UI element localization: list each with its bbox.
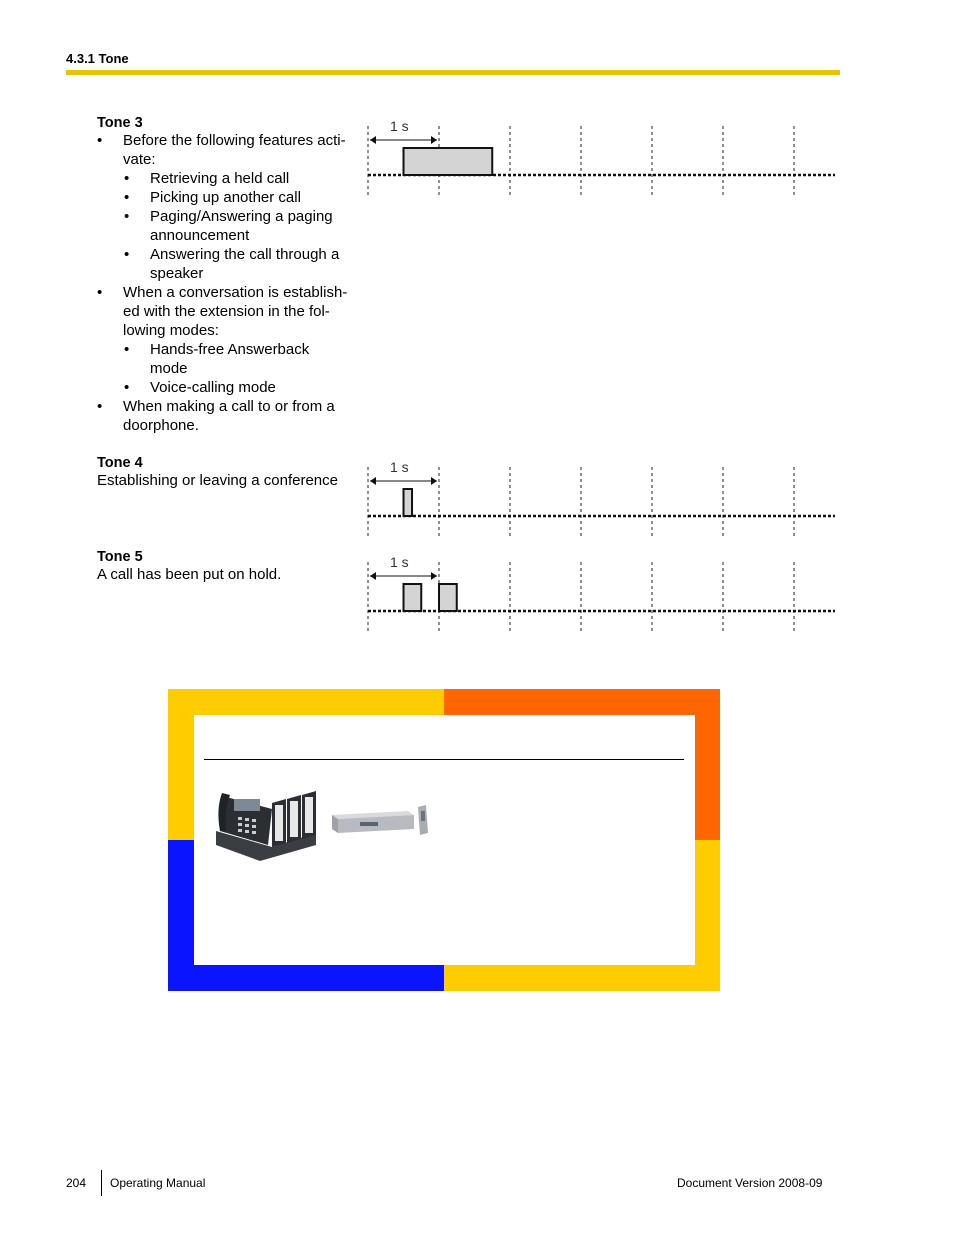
ad-inner-panel bbox=[194, 715, 695, 965]
feature-item bbox=[97, 188, 362, 207]
feature-item bbox=[97, 245, 362, 283]
tone-pulse bbox=[404, 489, 413, 516]
arrow-head-left-icon bbox=[370, 136, 376, 144]
tone-pulse bbox=[404, 584, 422, 611]
footer-doc-version: Document Version 2008-09 bbox=[677, 1176, 823, 1190]
bullet-icon: • bbox=[124, 379, 130, 396]
tone-3-waveform bbox=[360, 118, 840, 198]
duration-label: 1 s bbox=[390, 118, 409, 134]
tone-4-block bbox=[97, 455, 362, 490]
feature-item-text: Retrieving a held call bbox=[150, 170, 290, 187]
remote-buttons bbox=[421, 811, 425, 821]
feature-item-text: Hands-free Answerback mode bbox=[150, 341, 310, 377]
bullet-icon: • bbox=[124, 189, 130, 206]
phone-keypad bbox=[238, 817, 256, 834]
feature-item-text: Before the following features acti- vate: bbox=[123, 132, 346, 168]
feature-item-text: Voice-calling mode bbox=[150, 379, 276, 396]
tone-pulse bbox=[404, 148, 493, 175]
arrow-head-right-icon bbox=[431, 572, 437, 580]
feature-item-text: Answering the call through a speaker bbox=[150, 246, 340, 282]
feature-item bbox=[97, 397, 362, 435]
page-number: 204 bbox=[66, 1176, 87, 1190]
tone-4-description: Establishing or leaving a conference bbox=[97, 472, 338, 489]
footer-doc-title: Operating Manual bbox=[110, 1176, 206, 1190]
tone-4-title: Tone 4 bbox=[97, 455, 143, 471]
stb-display bbox=[360, 822, 378, 826]
feature-item bbox=[97, 169, 362, 188]
feature-item bbox=[97, 340, 362, 378]
ad-banner bbox=[168, 689, 720, 991]
tone-4-waveform bbox=[360, 459, 840, 539]
feature-item-text: Picking up another call bbox=[150, 189, 301, 206]
feature-item bbox=[97, 131, 362, 169]
arrow-head-left-icon bbox=[370, 572, 376, 580]
ad-divider bbox=[204, 759, 684, 760]
feature-item bbox=[97, 283, 362, 340]
bullet-icon: • bbox=[124, 170, 130, 187]
feature-item-text: Paging/Answering a paging announcement bbox=[150, 208, 333, 244]
tone-3-title: Tone 3 bbox=[97, 115, 143, 131]
phone-display bbox=[234, 799, 260, 811]
duration-label: 1 s bbox=[390, 459, 409, 475]
desk-phone-with-console-image bbox=[212, 787, 322, 867]
feature-item bbox=[97, 378, 362, 397]
duration-label: 1 s bbox=[390, 554, 409, 570]
bullet-icon: • bbox=[124, 208, 130, 225]
header-rule bbox=[66, 70, 840, 75]
arrow-head-right-icon bbox=[431, 477, 437, 485]
tone-5-title: Tone 5 bbox=[97, 549, 143, 565]
bullet-icon: • bbox=[97, 398, 103, 415]
bullet-icon: • bbox=[124, 246, 130, 263]
tone-5-waveform bbox=[360, 554, 840, 634]
tone-5-block bbox=[97, 549, 362, 584]
feature-item bbox=[97, 207, 362, 245]
arrow-head-left-icon bbox=[370, 477, 376, 485]
section-header: 4.3.1 Tone bbox=[66, 51, 129, 66]
bullet-icon: • bbox=[97, 132, 103, 149]
feature-item-text: When making a call to or from a doorphone. bbox=[123, 398, 335, 434]
bullet-icon: • bbox=[97, 284, 103, 301]
tone-5-description: A call has been put on hold. bbox=[97, 566, 282, 583]
tone-3-feature-list bbox=[97, 131, 362, 435]
footer-divider bbox=[101, 1170, 102, 1196]
tone-3-block bbox=[97, 115, 362, 435]
bullet-icon: • bbox=[124, 341, 130, 358]
tone-pulse bbox=[439, 584, 457, 611]
feature-item-text: When a conversation is establish- ed with the extension in the fol- lowing modes: bbox=[123, 284, 348, 339]
arrow-head-right-icon bbox=[431, 136, 437, 144]
set-top-box-with-remote-image bbox=[330, 803, 436, 839]
